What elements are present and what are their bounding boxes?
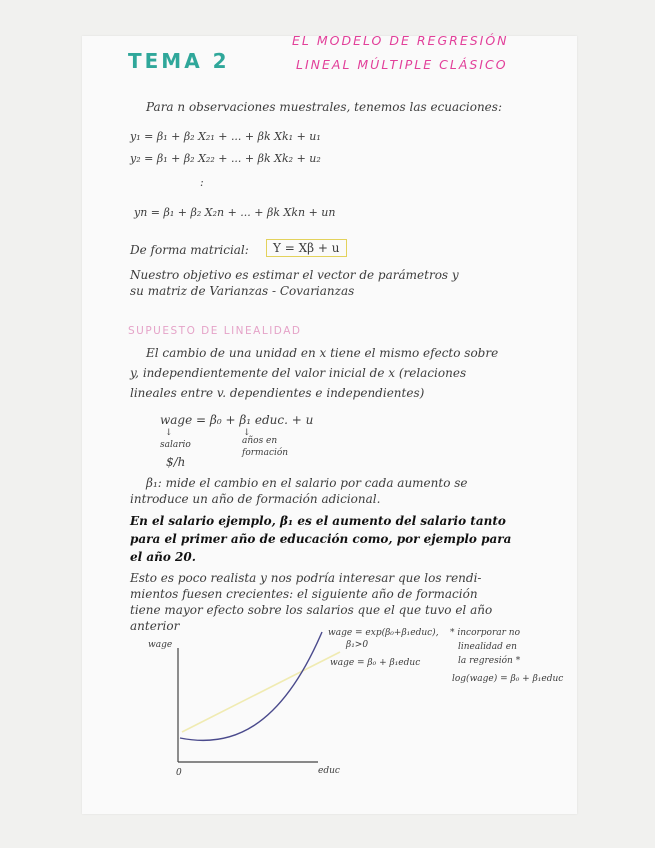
section-title: SUPUESTO DE LINEALIDAD [128, 325, 302, 337]
objective-line-2: su matriz de Varianzas - Covarianzas [130, 284, 355, 298]
equation-n: yn = β₁ + β₂ X₂n + ... + βk Xkn + un [134, 206, 336, 219]
example-text-1: En el salario ejemplo, β₁ es el aumento del salario tanto [130, 514, 506, 528]
linear-model-label: wage = β₀ + β₁educ [330, 658, 421, 668]
exp-model-label-1: wage = exp(β₀+β₁educ), [328, 628, 439, 638]
matrix-label: De forma matricial: [130, 243, 249, 257]
intro-text: Para n observaciones muestrales, tenemos las ecuaciones: [146, 100, 502, 114]
section-text-1: El cambio de una unidad en x tiene el mismo efecto sobre [146, 346, 499, 360]
realism-text-3: tiene mayor efecto sobre los salarios que el que tuvo el año [130, 603, 493, 617]
origin-label: 0 [176, 768, 182, 778]
objective-line-1: Nuestro objetivo es estimar el vector de parámetros y [130, 268, 459, 282]
educ-arrow: ↓ [243, 428, 251, 438]
y-axis-label: wage [148, 640, 173, 650]
exponential-curve [180, 632, 322, 740]
x-axis-label: educ [318, 766, 340, 776]
wage-equation: wage = β₀ + β₁ educ. + u [160, 413, 314, 427]
equation-ellipsis: : [200, 176, 204, 189]
section-text-2: y, independientemente del valor inicial de x (relaciones [130, 366, 467, 380]
realism-text-2: mientos fuesen crecientes: el siguiente año de formación [130, 587, 478, 601]
exp-model-label-2: β₁>0 [346, 640, 369, 650]
educ-label-1: años en [242, 436, 278, 446]
realism-text-1: Esto es poco realista y nos podría interesar que los rendi- [130, 571, 482, 585]
title-line-2: LINEAL MÚLTIPLE CLÁSICO [296, 57, 508, 72]
beta-text-1: β₁: mide el cambio en el salario por cada aumento se [146, 476, 468, 490]
wage-label: salario [160, 440, 191, 450]
wage-arrow: ↓ [165, 428, 173, 438]
title-line-1: EL MODELO DE REGRESIÓN [292, 33, 509, 48]
note-line-1: * incorporar no [450, 628, 521, 638]
equation-1: y₁ = β₁ + β₂ X₂₁ + ... + βk Xk₁ + u₁ [130, 130, 321, 143]
realism-text-4: anterior [130, 619, 180, 633]
beta-text-2: introduce un año de formación adicional. [130, 492, 381, 506]
example-text-2: para el primer año de educación como, por ejemplo para [130, 532, 512, 546]
section-text-3: lineales entre v. dependientes e independientes) [130, 386, 425, 400]
educ-label-2: formación [242, 448, 289, 458]
wage-unit: $/h [166, 455, 186, 469]
matrix-formula: Y = Xβ + u [266, 239, 347, 257]
equation-2: y₂ = β₁ + β₂ X₂₂ + ... + βk Xk₂ + u₂ [130, 152, 321, 165]
note-line-2: linealidad en [458, 642, 517, 652]
example-text-3: el año 20. [130, 550, 196, 564]
log-model-label: log(wage) = β₀ + β₁educ [452, 674, 564, 684]
topic-number: TEMA 2 [128, 49, 230, 73]
note-line-3: la regresión * [458, 656, 521, 666]
